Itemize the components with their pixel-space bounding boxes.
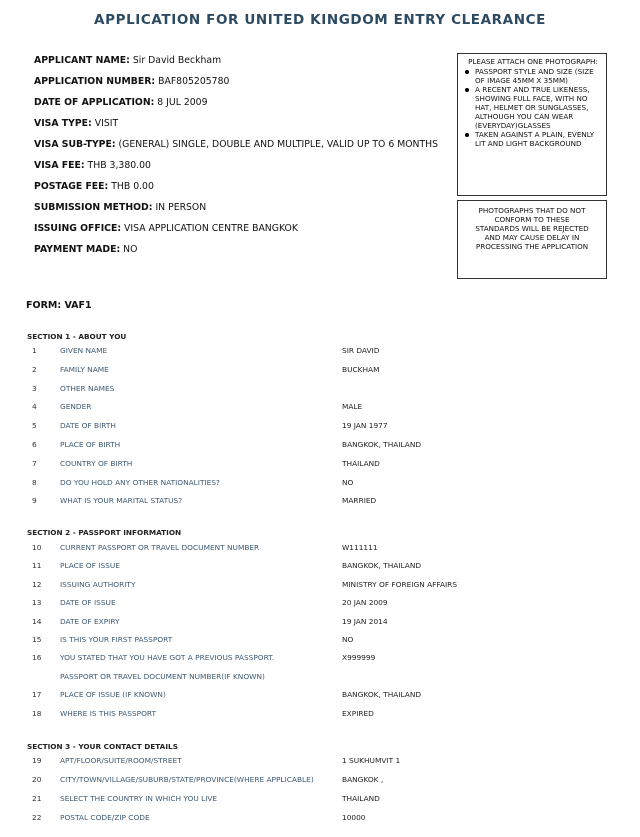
answer-value: BANGKOK, THAILAND	[342, 561, 422, 571]
question-label: DATE OF BIRTH	[60, 421, 116, 431]
form-row	[0, 671, 640, 683]
question-number: 16	[32, 653, 42, 663]
answer-value: BANGKOK, THAILAND	[342, 440, 422, 449]
question-label: DATE OF ISSUE	[60, 598, 116, 608]
section-title: SECTION 2 - PASSPORT INFORMATION	[27, 528, 182, 537]
question-label: APT/FLOOR/SUITE/ROOM/STREET	[60, 756, 182, 765]
question-number: 13	[32, 598, 42, 608]
question-label: FAMILY NAME	[60, 364, 109, 374]
answer-value: 20 JAN 2009	[342, 598, 388, 608]
summary-visa-sub-type: VISA SUB-TYPE: (GENERAL) SINGLE, DOUBLE AND MULTIPLE, VALID UP TO 6 MONTHS	[34, 139, 439, 150]
question-number: 21	[32, 794, 42, 803]
question-label: YOU STATED THAT YOU HAVE GOT A PREVIOUS PASSPORT.	[60, 653, 275, 663]
question-number: 19	[32, 756, 42, 765]
question-number: 9	[32, 496, 37, 506]
question-label: CITY/TOWN/VILLAGE/SUBURB/STATE/PROVINCE(WHERE APPLICABLE)	[60, 775, 314, 784]
question-number: 22	[32, 813, 42, 822]
form-row	[0, 616, 640, 628]
form-row	[0, 560, 640, 572]
form-row	[0, 774, 640, 786]
summary-payment-made: PAYMENT MADE: NO	[34, 244, 138, 255]
answer-value: 19 JAN 1977	[342, 421, 388, 431]
answer-value: THAILAND	[342, 458, 380, 468]
question-number: 5	[32, 421, 37, 431]
question-label: PASSPORT OR TRAVEL DOCUMENT NUMBER(IF KNOWN)	[60, 671, 265, 681]
answer-value: BUCKHAM	[342, 364, 380, 374]
question-number: 7	[32, 458, 37, 468]
question-label: IS THIS YOUR FIRST PASSPORT	[60, 635, 173, 644]
question-label: DATE OF EXPIRY	[60, 616, 120, 626]
question-number: 11	[32, 561, 42, 571]
form-row	[0, 495, 640, 507]
question-label: WHERE IS THIS PASSPORT	[60, 708, 157, 718]
form-row	[0, 420, 640, 432]
question-label: SELECT THE COUNTRY IN WHICH YOU LIVE	[60, 794, 218, 803]
document-title: APPLICATION FOR UNITED KINGDOM ENTRY CLEARANCE	[94, 12, 546, 28]
form-row	[0, 383, 640, 395]
question-label: ISSUING AUTHORITY	[60, 579, 136, 589]
question-number: 15	[32, 635, 42, 644]
question-label: PLACE OF ISSUE	[60, 561, 120, 571]
form-row	[0, 634, 640, 646]
summary-applicant-name: APPLICANT NAME: Sir David Beckham	[34, 55, 222, 66]
question-number: 17	[32, 690, 42, 700]
question-number: 6	[32, 440, 37, 449]
answer-value: NO	[342, 635, 354, 644]
form-row	[0, 579, 640, 591]
answer-value: 1 SUKHUMVIT 1	[342, 756, 401, 765]
question-number: 8	[32, 477, 37, 487]
answer-value: MINISTRY OF FOREIGN AFFAIRS	[342, 579, 458, 589]
summary-visa-fee: VISA FEE: THB 3,380.00	[34, 160, 151, 171]
answer-value: EXPIRED	[342, 708, 374, 718]
photo-instruction-item: TAKEN AGAINST A PLAIN, EVENLY LIT AND LIGHT BACKGROUND	[464, 130, 602, 148]
form-row	[0, 755, 640, 767]
photo-instructions-list	[464, 67, 602, 148]
question-number: 14	[32, 616, 42, 626]
answer-value: X999999	[342, 653, 376, 663]
answer-value: MALE	[342, 402, 363, 412]
question-label: OTHER NAMES	[60, 383, 115, 393]
question-label: GIVEN NAME	[60, 346, 108, 355]
question-label: POSTAL CODE/ZIP CODE	[60, 813, 150, 822]
answer-value: W111111	[342, 543, 378, 552]
form-row	[0, 458, 640, 470]
answer-value: BANGKOK, THAILAND	[342, 690, 422, 700]
question-label: PLACE OF BIRTH	[60, 440, 121, 449]
summary-date-of-application: DATE OF APPLICATION: 8 JUL 2009	[34, 97, 208, 108]
photo-instruction-item: A RECENT AND TRUE LIKENESS, SHOWING FULL FACE, WITH NO HAT, HELMET OR SUNGLASSES, ALTHOUGH YOU CAN WEAR (EVERYDAY)GLASSES	[464, 85, 602, 130]
question-label: DO YOU HOLD ANY OTHER NATIONALITIES?	[60, 477, 220, 487]
question-label: PLACE OF ISSUE (IF KNOWN)	[60, 690, 166, 700]
photo-instructions-heading: PLEASE ATTACH ONE PHOTOGRAPH:	[468, 57, 598, 66]
question-number: 20	[32, 775, 42, 784]
form-row	[0, 793, 640, 805]
form-row	[0, 652, 640, 664]
question-label: GENDER	[60, 402, 92, 412]
form-row	[0, 439, 640, 451]
form-row	[0, 689, 640, 701]
form-row	[0, 542, 640, 554]
form-label: FORM: VAF1	[26, 300, 92, 311]
form-row	[0, 345, 640, 357]
photo-warning-box	[457, 200, 607, 279]
question-number: 2	[32, 364, 37, 374]
summary-postage-fee: POSTAGE FEE: THB 0.00	[34, 181, 154, 192]
summary-submission-method: SUBMISSION METHOD: IN PERSON	[34, 202, 207, 213]
form-row	[0, 364, 640, 376]
form-row	[0, 477, 640, 489]
form-row	[0, 597, 640, 609]
section-title: SECTION 3 - YOUR CONTACT DETAILS	[27, 742, 178, 751]
question-number: 10	[32, 543, 42, 552]
photo-instructions-box	[457, 53, 607, 196]
summary-issuing-office: ISSUING OFFICE: VISA APPLICATION CENTRE BANGKOK	[34, 223, 298, 234]
question-number: 3	[32, 383, 37, 393]
summary-visa-type: VISA TYPE: VISIT	[34, 118, 119, 129]
summary-application-number: APPLICATION NUMBER: BAF805205780	[34, 76, 230, 87]
question-number: 4	[32, 402, 37, 412]
form-row	[0, 708, 640, 720]
question-number: 12	[32, 579, 42, 589]
answer-value: SIR DAVID	[342, 346, 380, 355]
form-row	[0, 812, 640, 824]
photo-instruction-item: PASSPORT STYLE AND SIZE (SIZE OF IMAGE 45MM X 35MM)	[464, 67, 602, 85]
question-number: 1	[32, 346, 37, 355]
answer-value: BANGKOK ,	[342, 775, 384, 784]
answer-value: MARRIED	[342, 496, 377, 506]
photo-warning-text: PHOTOGRAPHS THAT DO NOT CONFORM TO THESE STANDARDS WILL BE REJECTED AND MAY CAUSE DELAY IN PROCESSING THE APPLICATION	[475, 206, 589, 251]
answer-value: NO	[342, 477, 354, 487]
question-label: CURRENT PASSPORT OR TRAVEL DOCUMENT NUMBER	[60, 543, 260, 552]
answer-value: 19 JAN 2014	[342, 616, 388, 626]
question-number: 18	[32, 708, 42, 718]
question-label: COUNTRY OF BIRTH	[60, 458, 133, 468]
question-label: WHAT IS YOUR MARITAL STATUS?	[60, 496, 183, 506]
answer-value: 10000	[342, 813, 366, 822]
application-summary	[34, 55, 438, 265]
section-title: SECTION 1 - ABOUT YOU	[27, 332, 127, 341]
form-row	[0, 401, 640, 413]
answer-value: THAILAND	[342, 794, 380, 803]
